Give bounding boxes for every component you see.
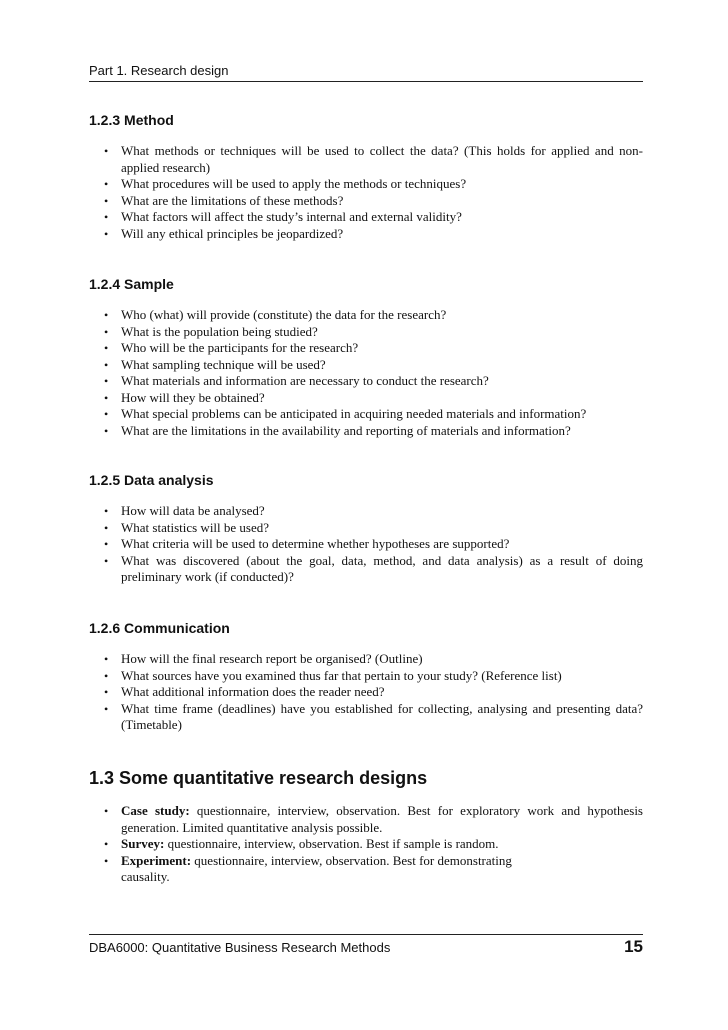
subsection-heading-method: 1.2.3 Method: [89, 112, 174, 128]
design-term: Case study:: [121, 803, 190, 818]
list-item: • What additional information does the reader need?: [89, 684, 643, 701]
design-term: Experiment:: [121, 852, 192, 868]
list-item: • What is the population being studied?: [89, 324, 643, 341]
running-header: Part 1. Research design: [89, 63, 643, 82]
list-item: • What methods or techniques will be used to collect the data? (This holds for applied and non-applied research): [89, 143, 643, 176]
list-item: • What criteria will be used to determine whether hypotheses are supported?: [89, 536, 643, 553]
subsection-heading-data-analysis: 1.2.5 Data analysis: [89, 472, 214, 488]
list-item: [89, 803, 643, 836]
list-item: [89, 853, 643, 886]
method-question-list: [89, 143, 643, 242]
list-item: • Will any ethical principles be jeopardized?: [89, 226, 643, 243]
list-item: • How will the final research report be organised? (Outline): [89, 651, 643, 668]
page-number: 15: [624, 937, 643, 956]
list-item: • How will data be analysed?: [89, 503, 643, 520]
list-item: [89, 836, 643, 853]
subsection-heading-communication: 1.2.6 Communication: [89, 620, 230, 636]
list-item: • What special problems can be anticipated in acquiring needed materials and information?: [89, 406, 643, 423]
list-item: • What was discovered (about the goal, data, method, and data analysis) as a result of doing preliminary work (if conducted)?: [89, 553, 643, 586]
communication-question-list: [89, 651, 643, 734]
design-description: questionnaire, interview, observation. Best for exploratory work and hypothesis generation. Limited quantitative analysis possible.: [121, 803, 643, 835]
list-item: • What sources have you examined thus far that pertain to your study? (Reference list): [89, 668, 643, 685]
list-item: • How will they be obtained?: [89, 390, 643, 407]
section-heading-quantitative-designs: 1.3 Some quantitative research designs: [89, 768, 428, 788]
running-footer: [89, 934, 643, 956]
list-item: • What are the limitations in the availability and reporting of materials and information?: [89, 423, 643, 440]
research-design-list: [89, 803, 643, 886]
sample-question-list: [89, 307, 643, 439]
design-term: Survey:: [121, 836, 165, 851]
list-item: • What time frame (deadlines) have you established for collecting, analysing and presenting data? (Timetable): [89, 701, 643, 734]
footer-course-title: DBA6000: Quantitative Business Research Methods: [89, 940, 391, 955]
list-item: • What materials and information are necessary to conduct the research?: [89, 373, 643, 390]
list-item: • What procedures will be used to apply the methods or techniques?: [89, 176, 643, 193]
design-description: questionnaire, interview, observation. Best if sample is random.: [167, 836, 499, 851]
list-item: • What are the limitations of these methods?: [89, 193, 643, 210]
list-item: • Who will be the participants for the research?: [89, 340, 643, 357]
list-item: • What statistics will be used?: [89, 520, 643, 537]
document-page: [89, 0, 643, 1030]
list-item: • What sampling technique will be used?: [89, 357, 643, 374]
list-item: • What factors will affect the study’s internal and external validity?: [89, 209, 643, 226]
design-description: questionnaire, interview, observation. Best for demonstrating causality.: [121, 852, 512, 884]
list-item: • Who (what) will provide (constitute) the data for the research?: [89, 307, 643, 324]
subsection-heading-sample: 1.2.4 Sample: [89, 276, 174, 292]
data-analysis-question-list: [89, 503, 643, 586]
